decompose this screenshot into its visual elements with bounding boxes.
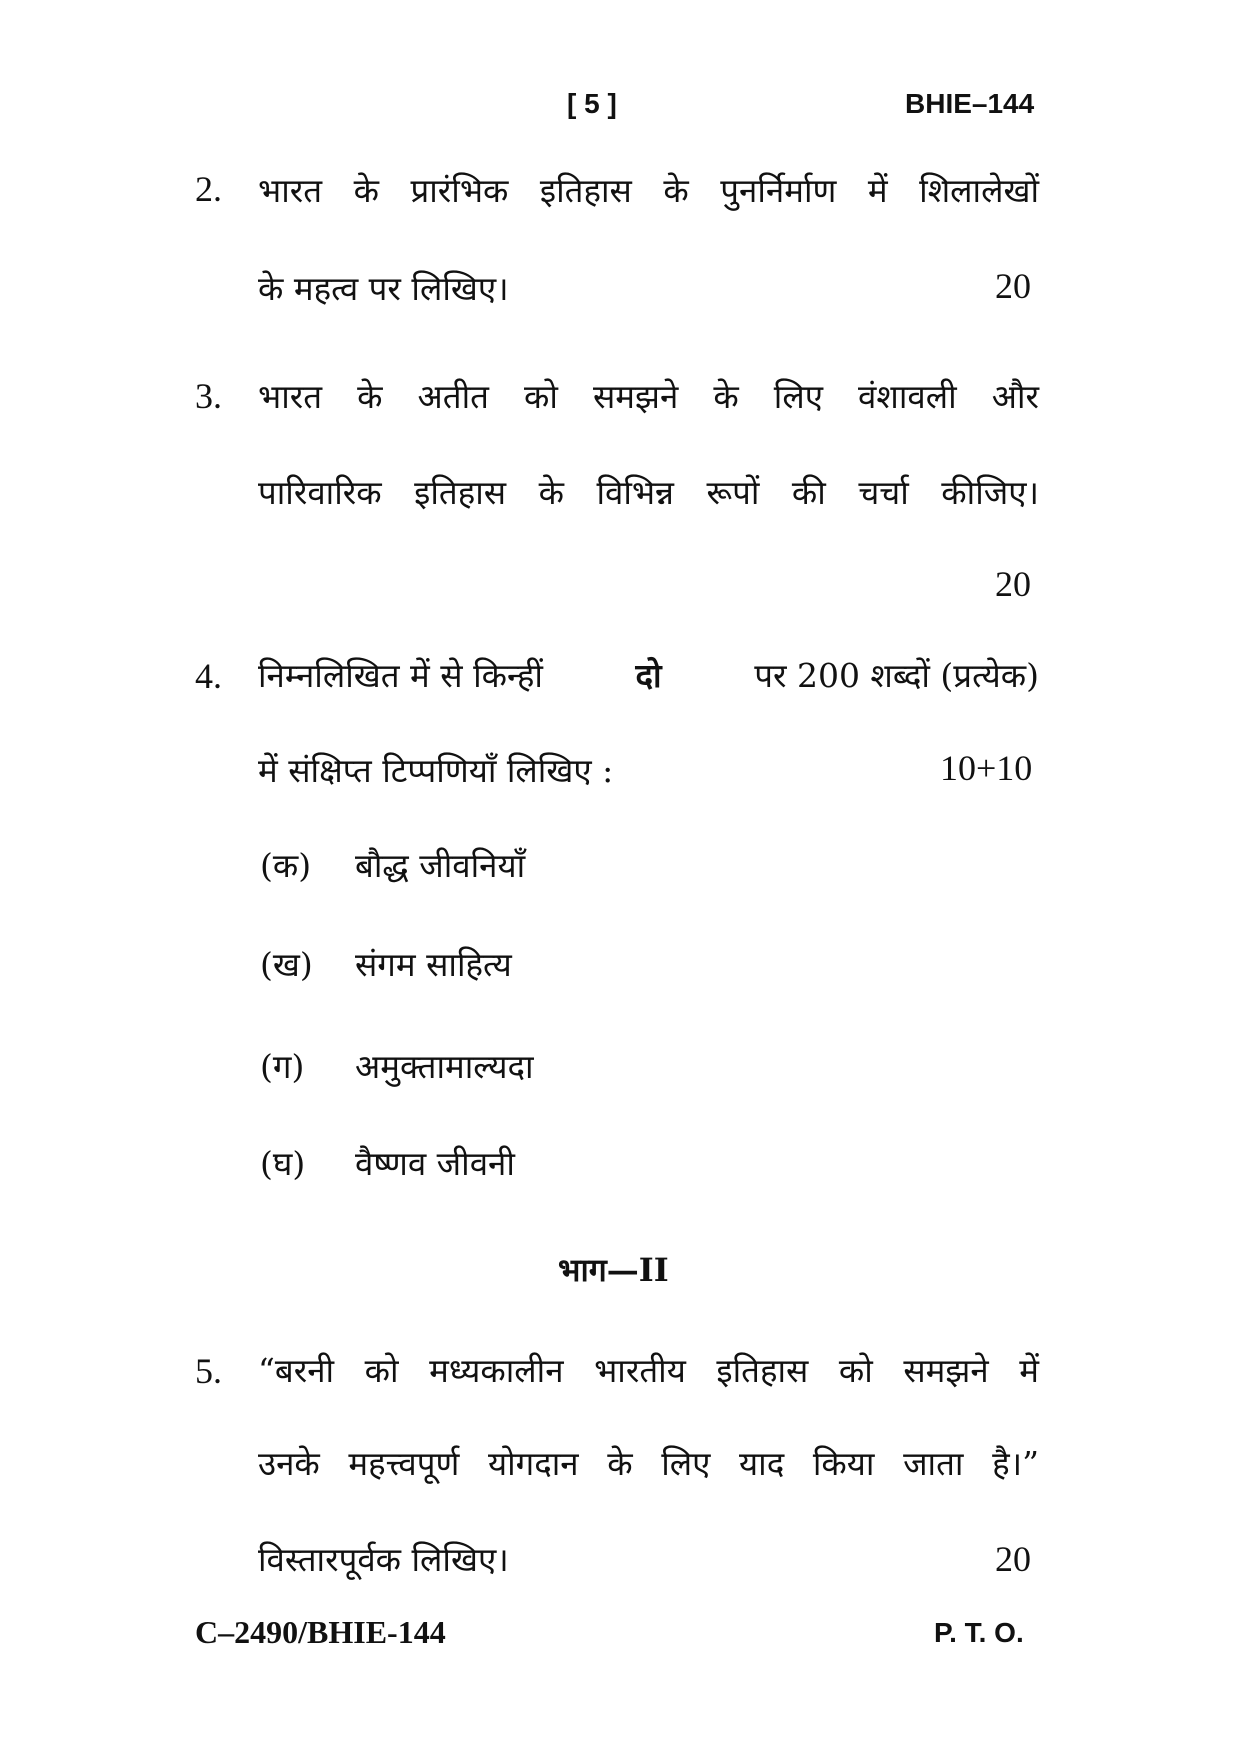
- question-3-line-1: भारत के अतीत को समझने के लिए वंशावली और: [258, 377, 1039, 416]
- question-4-number: 4.: [195, 656, 222, 696]
- question-5-line-3: विस्तारपूर्वक लिखिए।: [258, 1540, 509, 1579]
- page-number: [ 5 ]: [567, 88, 617, 119]
- question-4-line-1-end: पर 200 शब्दों (प्रत्येक): [754, 656, 1039, 695]
- question-2-line-1: भारत के प्रारंभिक इतिहास के पुनर्निर्माण में शिलालेखों: [258, 171, 1039, 210]
- option-gha-label: (घ): [260, 1144, 306, 1183]
- question-4-line-1-start: निम्नलिखित में से किन्हीं: [258, 656, 543, 695]
- question-5-line-1: “बरनी को मध्यकालीन भारतीय इतिहास को समझने में: [258, 1351, 1039, 1390]
- paper-code: BHIE–144: [905, 88, 1035, 119]
- question-5-line-2: उनके महत्त्वपूर्ण योगदान के लिए याद किया जाता है।”: [258, 1444, 1039, 1483]
- option-ka-label: (क): [260, 846, 312, 885]
- question-2-number: 2.: [195, 169, 222, 209]
- question-2-marks: 20: [995, 266, 1031, 306]
- option-ga-text: अमुक्तामाल्यदा: [355, 1047, 534, 1086]
- question-4-line-1: [258, 652, 1039, 697]
- question-3-number: 3.: [195, 376, 222, 416]
- question-3-marks: 20: [995, 564, 1031, 604]
- option-kha-text: संगम साहित्य: [355, 945, 512, 984]
- footer-paper-code: C–2490/BHIE-144: [195, 1614, 446, 1650]
- option-ga-label: (ग): [260, 1047, 305, 1086]
- question-5-marks: 20: [995, 1539, 1031, 1579]
- question-5-number: 5.: [195, 1351, 222, 1391]
- question-2-line-2: के महत्व पर लिखिए।: [258, 269, 509, 308]
- option-ka-text: बौद्ध जीवनियाँ: [355, 846, 526, 885]
- question-4-marks: 10+10: [940, 748, 1033, 788]
- question-4-emphasis: दो: [635, 656, 662, 695]
- option-kha-label: (ख): [260, 945, 313, 984]
- section-heading: भाग—II: [558, 1251, 669, 1289]
- footer-pto: P. T. O.: [934, 1617, 1024, 1648]
- question-3-line-2: पारिवारिक इतिहास के विभिन्न रूपों की चर्चा कीजिए।: [258, 473, 1039, 512]
- question-4-line-2: में संक्षिप्त टिप्पणियाँ लिखिए :: [258, 751, 614, 790]
- option-gha-text: वैष्णव जीवनी: [355, 1144, 515, 1183]
